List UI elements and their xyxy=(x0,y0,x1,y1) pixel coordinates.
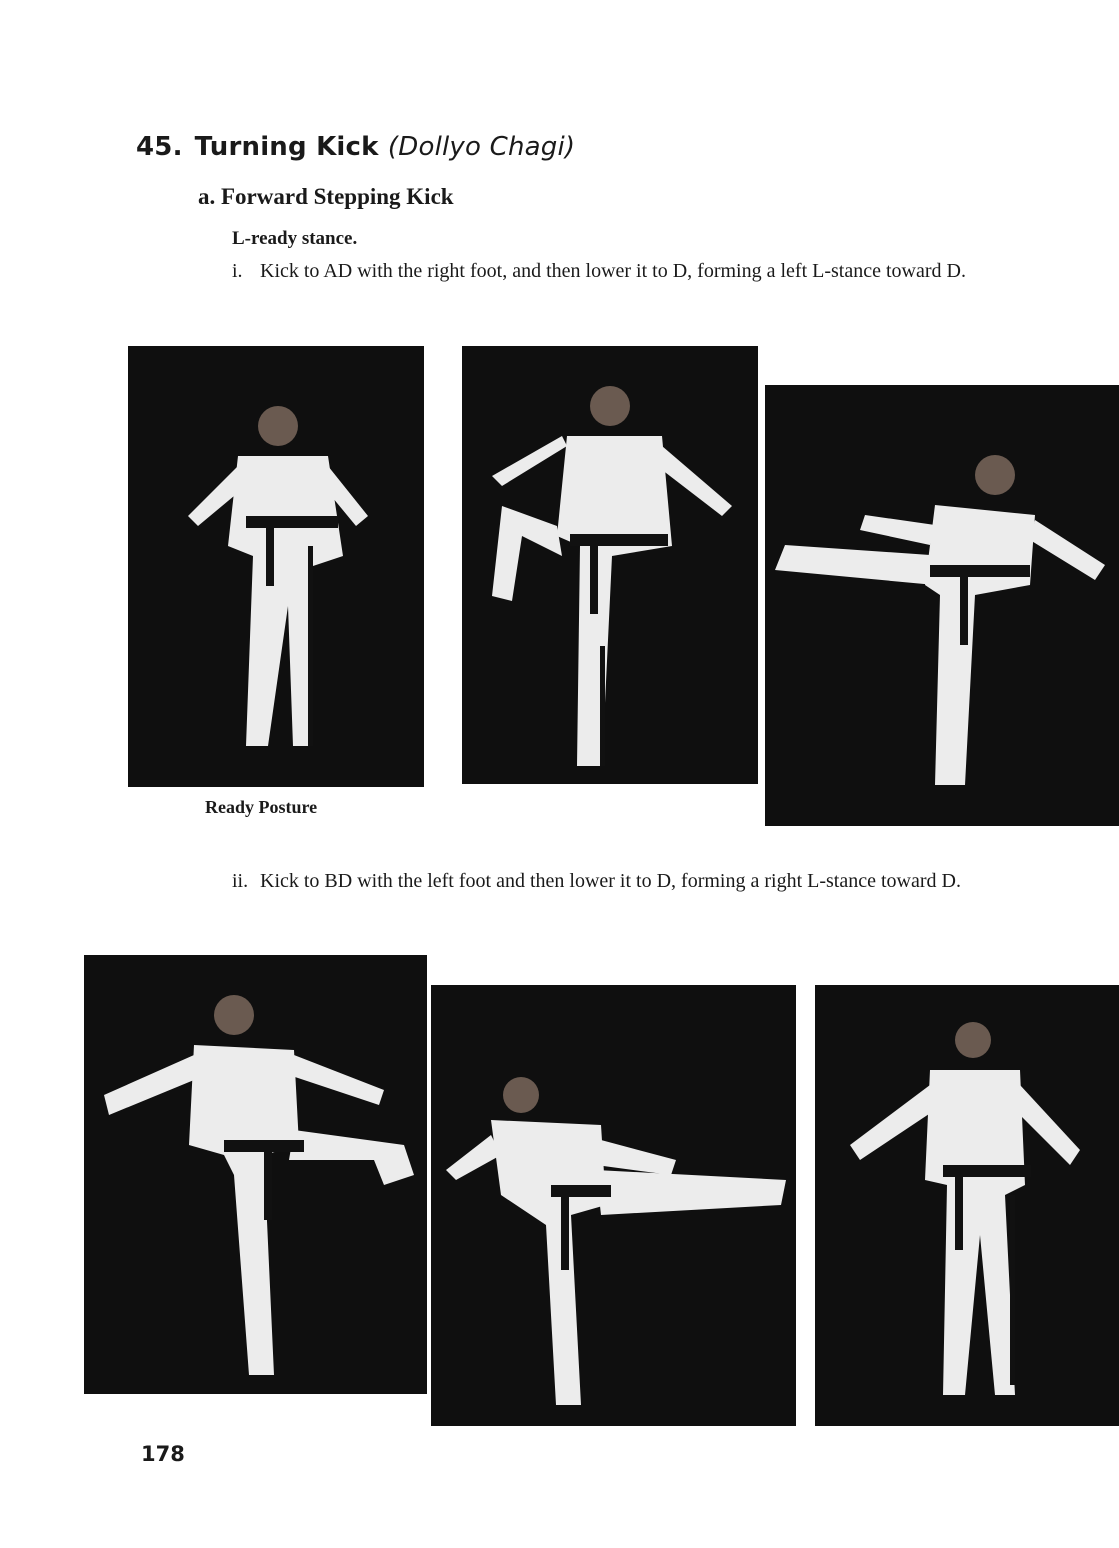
step-marker: i. xyxy=(232,260,243,282)
photo-ready-posture xyxy=(128,346,424,787)
page-number: 178 xyxy=(141,1442,185,1466)
photo-kick-1-extension xyxy=(765,385,1119,826)
section-term: (Dollyo Chagi) xyxy=(387,132,576,162)
section-heading xyxy=(136,132,575,162)
photo-kick-2-landing xyxy=(815,985,1119,1426)
step-i xyxy=(232,256,972,286)
step-text: Kick to AD with the right foot, and then lower it to D, forming a left L-stance toward D. xyxy=(260,260,966,282)
stance-label: L-ready stance. xyxy=(232,228,358,249)
photo-kick-2-chamber xyxy=(84,955,427,1394)
step-text: Kick to BD with the left foot and then lower it to D, forming a right L-stance toward D. xyxy=(260,870,961,892)
section-number: 45. xyxy=(136,132,183,162)
section-title: Turning Kick xyxy=(194,132,379,162)
subsection-title: a. Forward Stepping Kick xyxy=(198,184,454,209)
photo-kick-1-chamber xyxy=(462,346,758,784)
step-marker: ii. xyxy=(232,870,249,892)
step-ii xyxy=(232,866,972,896)
photo-kick-2-extension xyxy=(431,985,796,1426)
caption-ready-posture: Ready Posture xyxy=(205,797,318,817)
